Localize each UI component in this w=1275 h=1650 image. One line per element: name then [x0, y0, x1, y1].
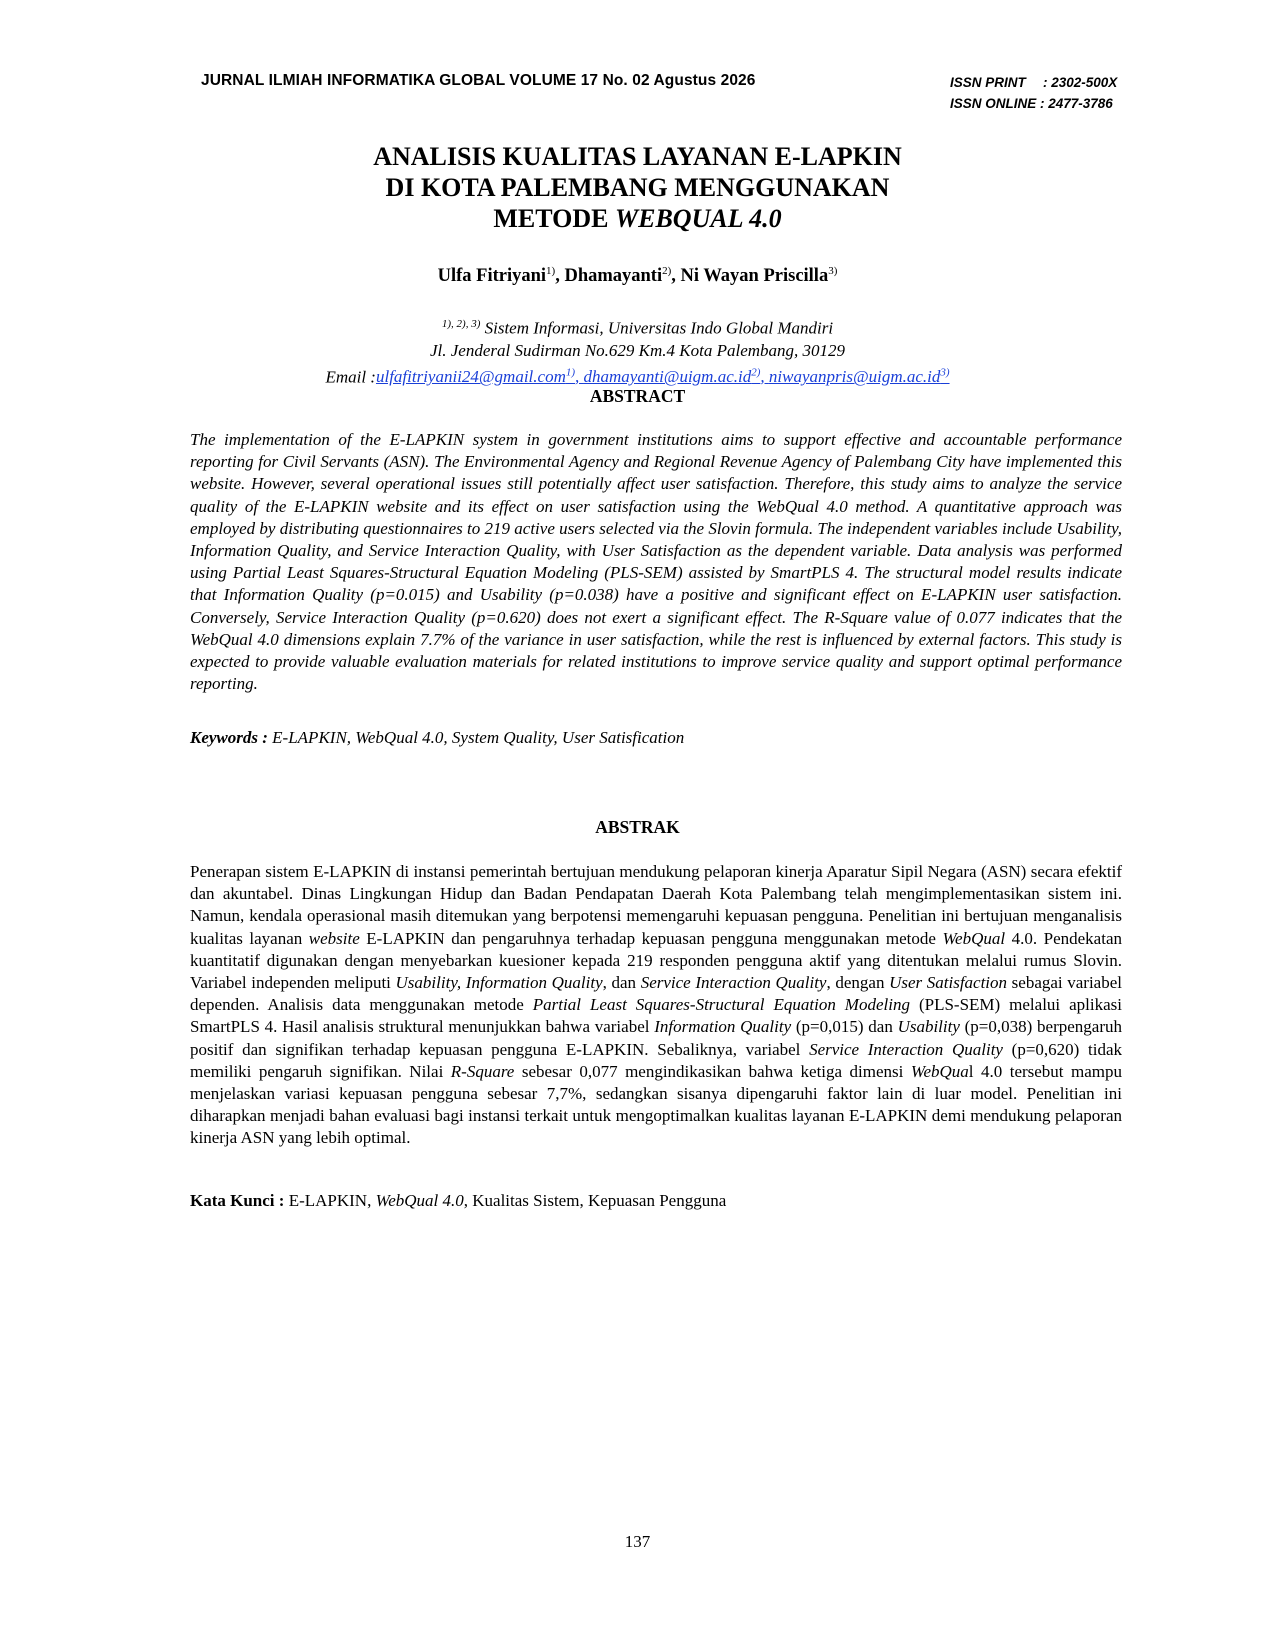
abstrak-segment: WebQual — [942, 928, 1006, 948]
author-2: Dhamayanti — [564, 266, 663, 287]
author-2-sup: 2) — [662, 265, 672, 277]
title-line-3-prefix: METODE — [493, 204, 615, 233]
email-link-1[interactable]: ulfafitriyanii24@gmail.com$^{1)}$, — [375, 366, 584, 387]
issn-print-label: ISSN PRINT — [950, 75, 1026, 90]
author-1-sup: 1) — [546, 265, 556, 277]
abstrak-segment: User Satisfaction — [889, 973, 1008, 993]
abstrak-segment: sebesar 0,077 mengindikasikan bahwa ketiga dimensi — [514, 1061, 911, 1081]
abstrak-segment: l 4.0 tersebut mampu menjelaskan variasi kepuasan pengguna sebesar 7,7%, sedangkan sisanya dipengaruhi faktor lain di luar model. Penelitian ini diharapkan menjadi bahan evaluasi bagi instansi terkait untuk mengoptimalkan kualitas layanan E-LAPKIN demi mendukung pelaporan kinerja ASN yang lebih optimal. — [190, 1061, 1123, 1148]
author-1: Ulfa Fitriyani — [437, 266, 547, 287]
abstrak-segment: Penerapan sistem E-LAPKIN di instansi pemerintah bertujuan mendukung pelaporan kinerja Aparatur Sipil Negara (ASN) secara efektif dan akuntabel. Dinas Lingkungan Hidup dan Badan Pendapatan Daerah Kota Palembang telah mengimplementasikan sistem ini. Namun, kendala operasional masih ditemukan yang berpotensi memengaruhi kepuasan pengguna. Penelitian ini bertujuan menganalisis kualitas layanan — [190, 862, 1122, 948]
kata-kunci-text-b: WebQual 4.0 — [375, 1191, 464, 1210]
abstrak-segment: , dengan — [826, 973, 890, 993]
abstrak-segment: 4.0. Pendekatan kuantitatif digunakan dengan menyebarkan kuesioner kepada 219 responden pengguna aktif yang ditentukan melalui rumus Slovin. Variabel independen meliputi — [190, 928, 1122, 993]
kata-kunci-text-a: E-LAPKIN, — [284, 1191, 376, 1210]
abstrak-segment: , dan — [602, 973, 641, 993]
abstrak-segment: website — [308, 928, 360, 948]
issn-block — [950, 72, 1117, 114]
keywords-label: Keywords : — [190, 728, 268, 747]
abstrak-segment: Usability, Information Quality — [395, 973, 603, 993]
affiliation-address: Jl. Jenderal Sudirman No.629 Km.4 Kota Palembang, 30129 — [429, 340, 846, 360]
affiliation-line-1 — [0, 313, 1275, 340]
abstract-text: The implementation of the E-LAPKIN system in government institutions aims to support effective and accountable performance reporting for Civil Servants (ASN). The Environmental Agency and Regional Revenue Agency of Palembang City have implemented this website. However, several operational issues still potentially affect user satisfaction. Therefore, this study aims to analyze the service quality of the E-LAPKIN website and its effect on user satisfaction using the WebQual 4.0 method. A quantitative approach was employed by distributing questionnaires to 219 active users selected via the Slovin formula. The independent variables include Usability, Information Quality, and Service Interaction Quality, with User Satisfaction as the dependent variable. Data analysis was performed using Partial Least Squares-Structural Equation Modeling (PLS-SEM) assisted by SmartPLS 4. The structural model results indicate that Information Quality (p=0.015) and Usability (p=0.038) have a positive and significant effect on E-LAPKIN user satisfaction. Conversely, Service Interaction Quality (p=0.620) does not exert a significant effect. The R-Square value of 0.077 indicates that the WebQual 4.0 dimensions explain 7.7% of the variance in user satisfaction, while the rest is influenced by external factors. This study is expected to provide valuable evaluation materials for related institutions to improve service quality and support optimal performance reporting. — [190, 430, 1122, 694]
affiliation-sup: 1), 2), 3) — [441, 318, 481, 330]
email-link-2[interactable]: $dhamayanti@uigm.ac.id^{2)}$, — [583, 366, 769, 387]
abstrak-segment: Partial Least Squares-Structural Equation Modeling — [532, 995, 910, 1015]
abstrak-segment: (p=0,620) tidak memiliki pengaruh signifikan. Nilai — [190, 1039, 1122, 1081]
abstrak-segment: (p=0,015) dan — [791, 1017, 898, 1037]
title-line-2: DI KOTA PALEMBANG MENGGUNAKAN — [385, 173, 890, 202]
abstrak-segment: Service Interaction Quality — [809, 1039, 1003, 1059]
affiliation-block — [0, 313, 1275, 388]
abstract-keywords — [190, 728, 684, 748]
abstrak-segment: (PLS-SEM) melalui aplikasi SmartPLS 4. Hasil analisis struktural menunjukkan bahwa variabel — [190, 995, 1123, 1037]
abstrak-text — [190, 861, 1122, 1150]
abstrak-segment: Service Interaction Quality — [640, 973, 827, 993]
abstrak-keywords — [190, 1191, 726, 1211]
kata-kunci-label: Kata Kunci : — [190, 1191, 285, 1210]
affiliation-emails — [0, 362, 1275, 389]
abstrak-segment: WebQua — [910, 1061, 969, 1081]
issn-print-value: : 2302-500X — [1043, 75, 1118, 90]
author-separator: , — [555, 266, 565, 287]
email-link-3[interactable]: $niwayanpris@uigm.ac.id^{3)}$ — [768, 366, 950, 387]
abstrak-segment: E-LAPKIN dan pengaruhnya terhadap kepuasan pengguna menggunakan metode — [359, 928, 943, 948]
title-line-3 — [0, 203, 1275, 234]
author-3: Ni Wayan Priscilla — [680, 266, 829, 287]
title-line-3-method: WEBQUAL 4.0 — [614, 204, 782, 233]
abstrak-segment: Information Quality — [654, 1017, 792, 1037]
abstrak-segment: (p=0,038) berpengaruh positif dan signifikan terhadap kepuasan pengguna E-LAPKIN. Sebaliknya, variabel — [190, 1017, 1122, 1059]
abstrak-segment: sebagai variabel dependen. Analisis data menggunakan metode — [190, 973, 1122, 1015]
abstrak-heading: ABSTRAK — [595, 817, 680, 837]
issn-online: ISSN ONLINE : 2477-3786 — [950, 96, 1113, 111]
author-list — [0, 265, 1275, 287]
kata-kunci-text-c: , Kualitas Sistem, Kepuasan Pengguna — [463, 1191, 727, 1210]
email-label: Email : — [325, 367, 376, 387]
abstrak-segment: Usability — [897, 1017, 960, 1037]
author-separator: , — [671, 266, 681, 287]
affiliation-institution: Sistem Informasi, Universitas Indo Global Mandiri — [480, 318, 834, 338]
abstract-heading: ABSTRACT — [589, 386, 686, 406]
abstrak-segment: R-Square — [450, 1061, 515, 1081]
title-line-1: ANALISIS KUALITAS LAYANAN E-LAPKIN — [373, 142, 902, 171]
paper-title — [0, 141, 1275, 234]
author-3-sup: 3) — [828, 265, 838, 277]
journal-header: JURNAL ILMIAH INFORMATIKA GLOBAL VOLUME 17 No. 02 Agustus 2026 — [201, 72, 756, 89]
keywords-text: E-LAPKIN, WebQual 4.0, System Quality, User Satisfication — [267, 728, 685, 747]
page-number: 137 — [624, 1532, 651, 1551]
